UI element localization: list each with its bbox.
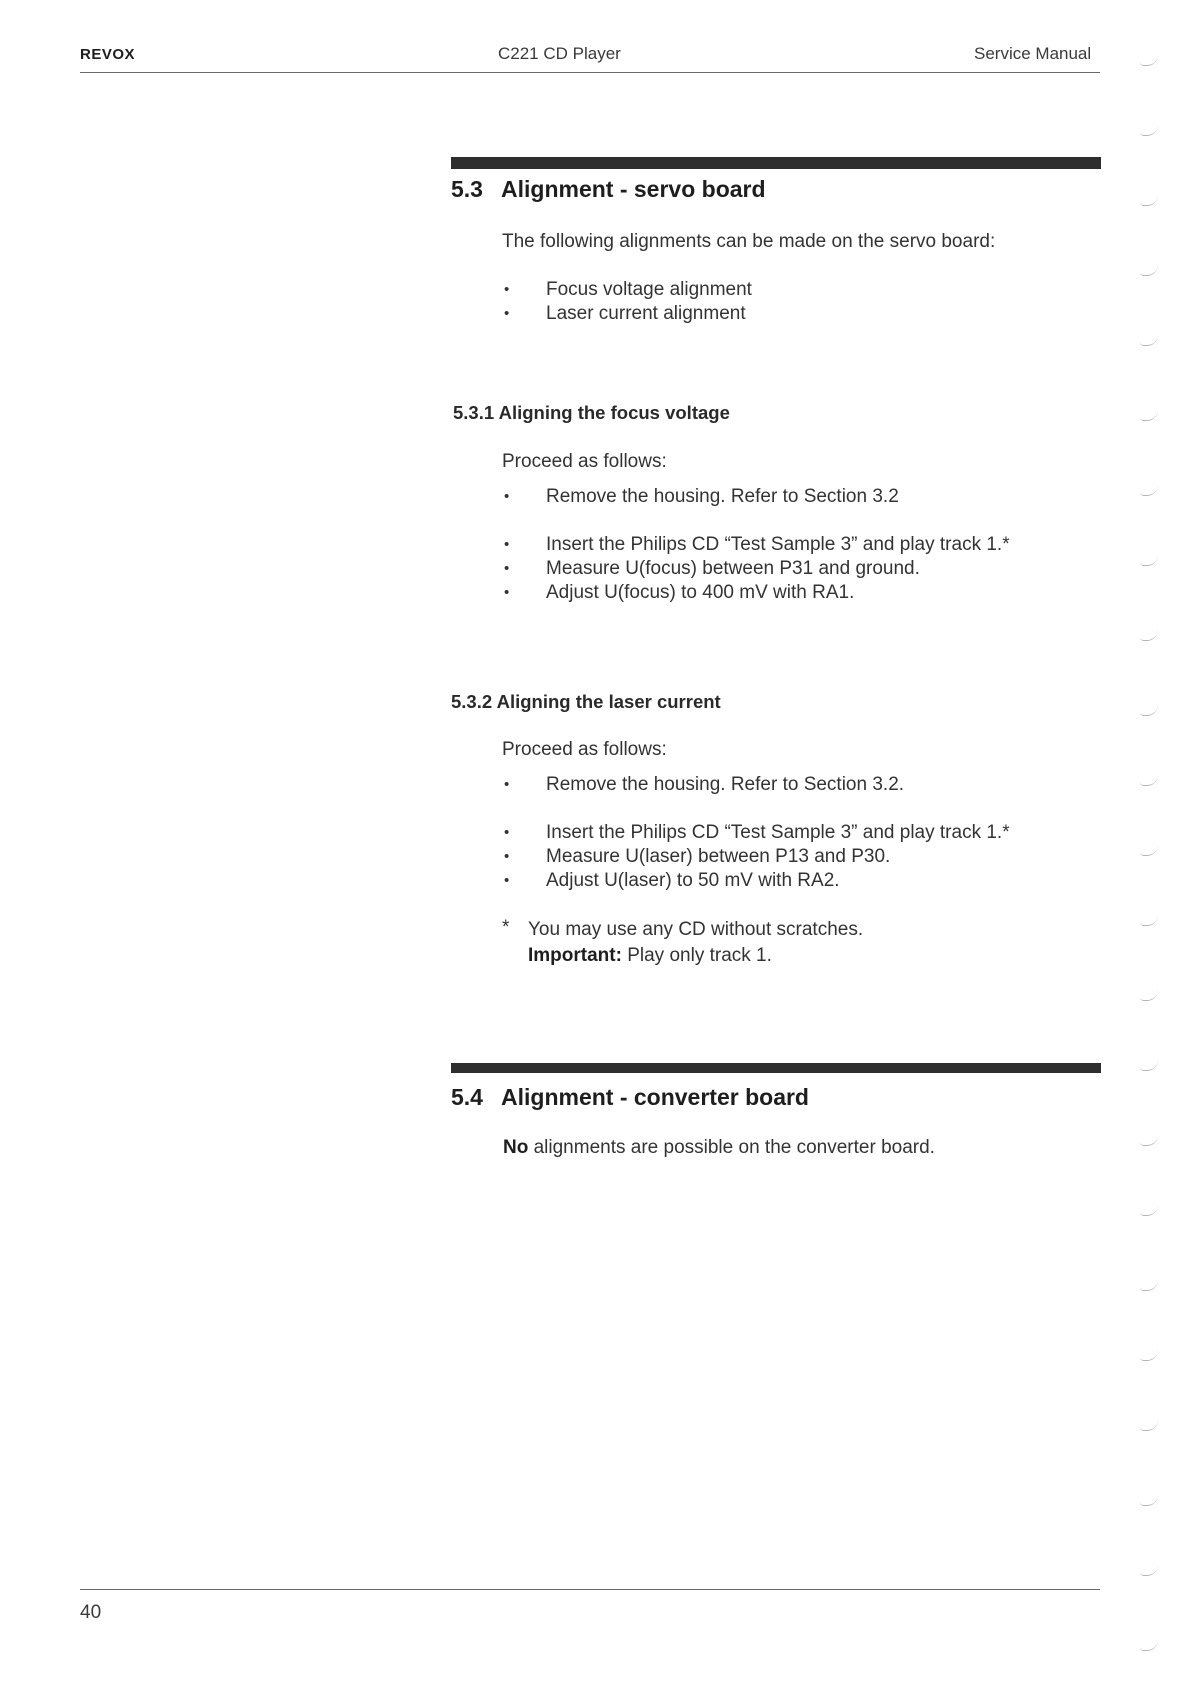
subsection-5-3-2-steps bbox=[502, 821, 1102, 893]
binder-edge-mark bbox=[1140, 1350, 1158, 1361]
section-bar-5-4 bbox=[451, 1063, 1101, 1073]
binder-edge-mark bbox=[1140, 1205, 1158, 1216]
subsection-5-3-1-step1 bbox=[502, 485, 1102, 509]
subsection-heading-5-3-2: 5.3.2 Aligning the laser current bbox=[451, 691, 721, 712]
list-item: • Insert the Philips CD “Test Sample 3” and play track 1.* bbox=[504, 534, 1010, 555]
footnote-line-1: You may use any CD without scratches. bbox=[528, 919, 864, 940]
header-rule bbox=[80, 72, 1100, 73]
section-5-3-intro: The following alignments can be made on the servo board: bbox=[502, 231, 996, 252]
bullet-icon: • bbox=[504, 305, 510, 322]
section-title: Alignment - servo board bbox=[501, 176, 766, 202]
binder-edge-mark bbox=[1140, 705, 1158, 716]
binder-edge-mark bbox=[1140, 1495, 1158, 1506]
bullet-icon: • bbox=[504, 584, 510, 601]
revox-logo: REVOX bbox=[80, 46, 136, 63]
binder-edge-mark bbox=[1140, 915, 1158, 926]
footnote-mark: * bbox=[502, 917, 510, 938]
bullet-icon: • bbox=[504, 872, 510, 889]
binder-edge-mark bbox=[1140, 630, 1158, 641]
bullet-icon: • bbox=[504, 824, 510, 841]
footnote-important-label: Important: bbox=[528, 945, 622, 966]
list-item: • Adjust U(focus) to 400 mV with RA1. bbox=[504, 582, 855, 603]
list-item: • Measure U(focus) between P31 and ground. bbox=[504, 558, 920, 579]
list-item: • Remove the housing. Refer to Section 3.2. bbox=[504, 774, 905, 795]
binder-edge-mark bbox=[1140, 55, 1158, 66]
section-5-4-text-rest: alignments are possible on the converter board. bbox=[533, 1137, 935, 1158]
bullet-icon: • bbox=[504, 560, 510, 577]
binder-edge-mark bbox=[1140, 335, 1158, 346]
subsection-5-3-2-intro: Proceed as follows: bbox=[502, 739, 667, 760]
section-5-3-list bbox=[502, 278, 1062, 326]
binder-edge-mark bbox=[1140, 410, 1158, 421]
subsection-5-3-1-steps bbox=[502, 533, 1102, 605]
footer-rule bbox=[80, 1589, 1100, 1590]
section-number: 5.4 bbox=[451, 1084, 483, 1110]
subsection-5-3-2-step1 bbox=[502, 773, 1102, 797]
binder-edge-mark bbox=[1140, 1640, 1158, 1651]
section-5-4-text bbox=[503, 1137, 935, 1159]
binder-edge-mark bbox=[1140, 485, 1158, 496]
section-number: 5.3 bbox=[451, 176, 483, 202]
section-heading-5-3 bbox=[451, 176, 766, 203]
bullet-icon: • bbox=[504, 488, 510, 505]
binder-edge-mark bbox=[1140, 265, 1158, 276]
list-item: • Focus voltage alignment bbox=[504, 279, 752, 300]
list-item: • Measure U(laser) between P13 and P30. bbox=[504, 846, 891, 867]
footnote-important-text: Play only track 1. bbox=[627, 945, 772, 966]
binder-edge-mark bbox=[1140, 845, 1158, 856]
list-item: • Insert the Philips CD “Test Sample 3” and play track 1.* bbox=[504, 822, 1010, 843]
list-item: • Remove the housing. Refer to Section 3.2 bbox=[504, 486, 899, 507]
binder-edge-mark bbox=[1140, 125, 1158, 136]
bullet-icon: • bbox=[504, 281, 510, 298]
binder-edge-mark bbox=[1140, 1280, 1158, 1291]
subsection-5-3-1-intro: Proceed as follows: bbox=[502, 451, 667, 472]
binder-edge-mark bbox=[1140, 1420, 1158, 1431]
binder-edge-mark bbox=[1140, 1565, 1158, 1576]
list-item: • Adjust U(laser) to 50 mV with RA2. bbox=[504, 870, 840, 891]
binder-edge-mark bbox=[1140, 1060, 1158, 1071]
binder-edge-mark bbox=[1140, 990, 1158, 1001]
section-heading-5-4 bbox=[451, 1084, 809, 1111]
bullet-icon: • bbox=[504, 848, 510, 865]
binder-edge-mark bbox=[1140, 195, 1158, 206]
bullet-icon: • bbox=[504, 776, 510, 793]
binder-edge-mark bbox=[1140, 1135, 1158, 1146]
footnote-line-2 bbox=[528, 945, 772, 967]
binder-edge-mark bbox=[1140, 775, 1158, 786]
section-bar-5-3 bbox=[451, 157, 1101, 169]
section-title: Alignment - converter board bbox=[501, 1084, 809, 1110]
bullet-icon: • bbox=[504, 536, 510, 553]
section-5-4-text-bold: No bbox=[503, 1137, 529, 1158]
subsection-heading-5-3-1: 5.3.1 Aligning the focus voltage bbox=[453, 402, 730, 423]
page-number: 40 bbox=[80, 1602, 102, 1623]
header-doc-type: Service Manual bbox=[974, 44, 1092, 63]
header-doc-title: C221 CD Player bbox=[498, 44, 621, 63]
binder-edge-mark bbox=[1140, 555, 1158, 566]
list-item: • Laser current alignment bbox=[504, 303, 746, 324]
